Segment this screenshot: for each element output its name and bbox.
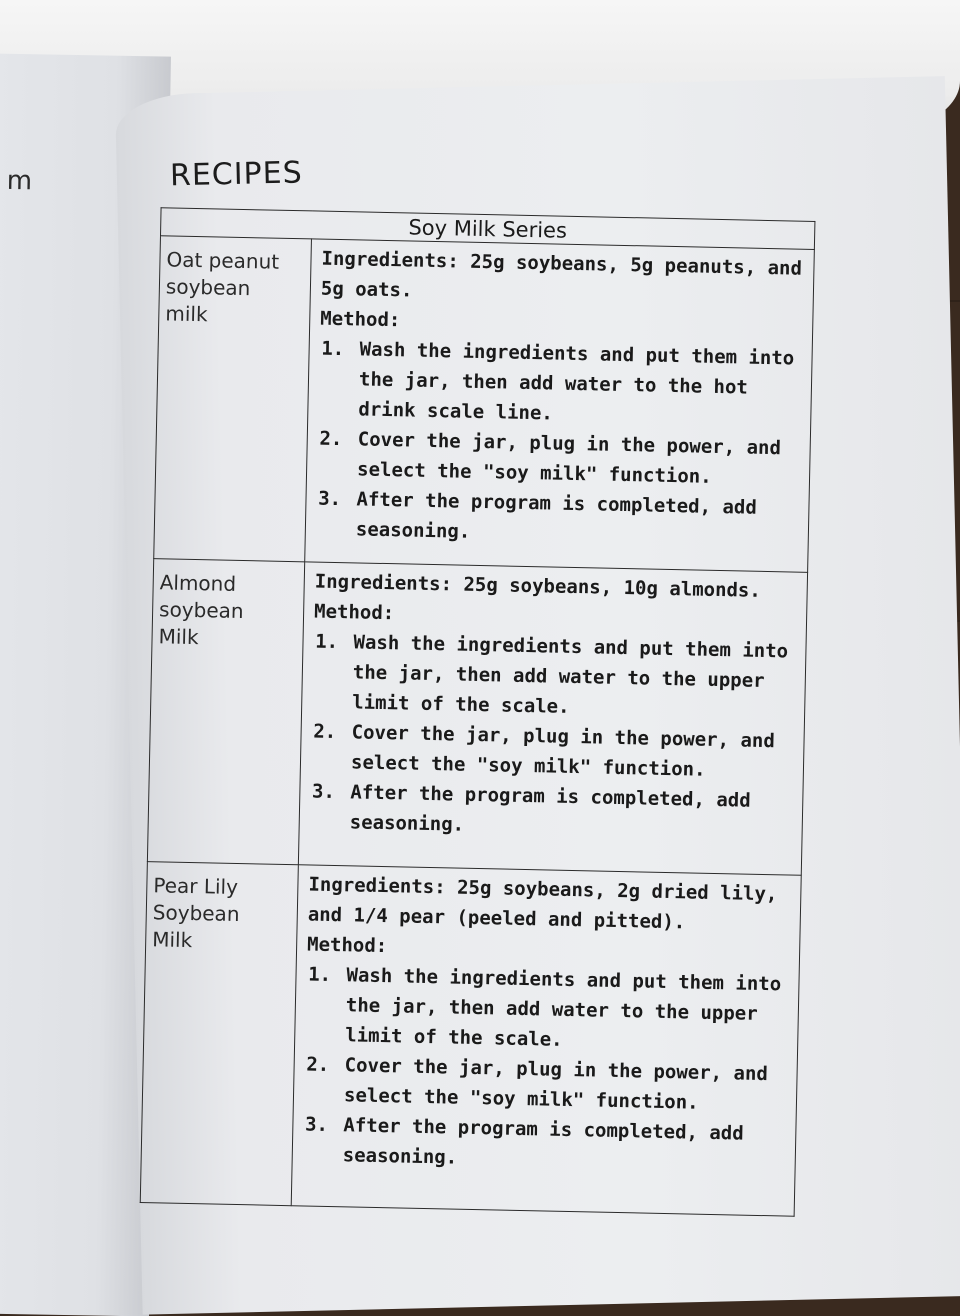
recipe-name-line: Pear Lily [153,873,239,900]
recipe-instructions [291,865,801,1216]
recipe-name [154,236,312,562]
left-page-edge-text: m [6,165,33,197]
page-title: RECIPES [169,155,304,194]
method-step: 2. Cover the jar, plug in the power, and select the "soy milk" function. [340,1050,789,1119]
method-step: 1. Wash the ingredients and put them into the jar, then add water to the hot drink scale line. [354,334,804,433]
recipe-name-line: Milk [152,927,193,953]
method-step: 1. Wash the ingredients and put them into the jar, then add water to the upper limit of the scale. [348,627,798,726]
method-label: Method: [313,600,395,625]
recipe-name-line: Milk [158,624,199,650]
recipe-name [147,559,304,865]
method-step: 1. Wash the ingredients and put them into the jar, then add water to the upper limit of the scale. [341,960,791,1059]
recipe-name-line: soybean [158,597,244,624]
recipe-instructions [298,562,807,875]
recipe-row [154,236,815,573]
recipe-row [147,559,807,876]
ingredients-text: Ingredients: 25g soybeans, 10g almonds. [314,570,762,602]
recipe-name-line: milk [165,301,208,327]
recipe-sheet [128,140,820,1217]
recipe-name-line: soybean [165,274,251,301]
recipe-instructions [305,239,815,572]
recipe-row [140,862,801,1217]
method-steps [309,627,797,847]
method-step: 3. After the program is completed, add seasoning. [345,777,794,846]
recipe-name-line: Soybean [152,900,240,927]
recipe-name-line: Almond [159,570,237,596]
method-step: 3. After the program is completed, add seasoning. [338,1110,787,1179]
series-title: Soy Milk Series [160,208,814,250]
recipe-name-line: Oat peanut [166,247,280,274]
method-steps [302,959,790,1179]
method-step: 2. Cover the jar, plug in the power, and select the "soy milk" function. [347,717,796,786]
method-label: Method: [306,933,388,958]
method-step: 3. After the program is completed, add seasoning. [352,484,801,553]
ingredients-text: Ingredients: 25g soybeans, 2g dried lily, and 1/4 pear (peeled and pitted). [307,873,778,934]
method-steps [316,334,804,554]
method-label: Method: [320,307,401,332]
recipe-name [140,862,298,1206]
method-step: 2. Cover the jar, plug in the power, and select the "soy milk" function. [353,424,802,493]
ingredients-text: Ingredients: 25g soybeans, 5g peanuts, and 5g oats. [320,247,803,302]
recipe-table [140,207,816,1216]
